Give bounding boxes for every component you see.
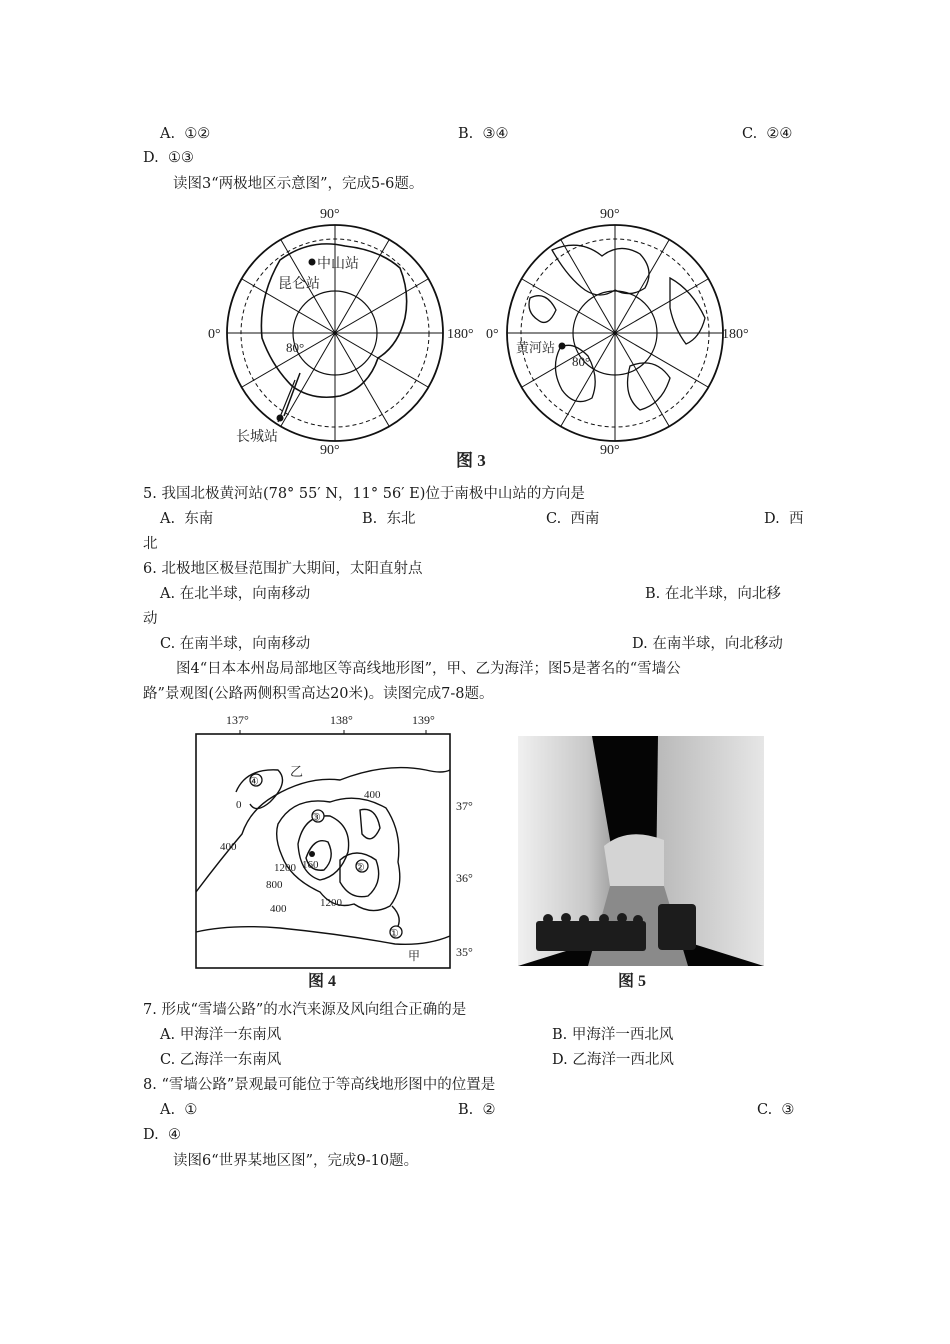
q8-option-a: A. ① [160, 1102, 198, 1118]
figure-3-polar-map [200, 198, 760, 473]
sea-yi: 乙 [290, 764, 304, 779]
intro-fig3: 读图3“两极地区示意图”，完成5-6题。 [173, 176, 424, 192]
q6-option-b-wrap: 动 [143, 611, 158, 627]
q8-option-c: C. ③ [757, 1102, 795, 1118]
lon-139: 139° [412, 713, 435, 727]
contour-zero: 0 [236, 799, 242, 811]
polar-north [507, 225, 723, 441]
point-2: ② [355, 862, 365, 874]
changcheng-label: 长城站 [236, 430, 278, 445]
contour-400-b: 400 [220, 841, 237, 853]
polar-north-right-lon: 180° [722, 327, 749, 342]
lat-37: 37° [456, 799, 473, 813]
contour-400-a: 400 [364, 789, 381, 801]
zhongshan-station-dot [309, 259, 316, 266]
q6-option-d: D. 在南半球，向北移动 [632, 636, 783, 652]
q4-option-a: A. ①② [160, 126, 211, 142]
q5-option-d: D. 西 [764, 511, 804, 527]
figure-5-caption: 图 5 [618, 973, 647, 990]
q5-option-c: C. 西南 [546, 511, 600, 527]
lat-36: 36° [456, 871, 473, 885]
polar-north-bottom-lon: 90° [600, 443, 620, 458]
polar-south-bottom-lon: 90° [320, 443, 340, 458]
q7-stem: 7. 形成“雪墙公路”的水汽来源及风向组合正确的是 [143, 1002, 467, 1018]
contour-800: 800 [266, 879, 283, 891]
zhongshan-label: 中山站 [317, 257, 359, 272]
q6-option-a: A. 在北半球，向南移动 [160, 586, 311, 602]
intro-fig4-line1: 图4“日本本州岛局部地区等高线地形图”，甲、乙为海洋；图5是著名的“雪墙公 [176, 661, 681, 677]
contour-400-c: 400 [270, 903, 287, 915]
lon-137: 137° [226, 713, 249, 727]
lat-35: 35° [456, 945, 473, 959]
q5-wrap: 北 [143, 536, 158, 552]
lon-138: 138° [330, 713, 353, 727]
figure-3-caption: 图 3 [456, 451, 486, 470]
contour-160: 160 [302, 859, 319, 871]
q8-stem: 8. “雪墙公路”景观最可能位于等高线地形图中的位置是 [143, 1077, 496, 1093]
changcheng-station-dot [277, 415, 284, 422]
q8-option-b: B. ② [458, 1102, 496, 1118]
point-1: ① [389, 928, 399, 940]
polar-north-lat: 80° [572, 354, 591, 369]
figure-4-caption: 图 4 [308, 973, 337, 990]
q6-stem: 6. 北极地区极昼范围扩大期间，太阳直射点 [143, 561, 423, 577]
q7-option-b: B. 甲海洋一西北风 [552, 1027, 674, 1043]
polar-south-left-lon: 0° [208, 327, 221, 342]
polar-south-right-lon: 180° [447, 327, 474, 342]
polar-south-lat: 80° [286, 340, 305, 355]
q7-option-d: D. 乙海洋一西北风 [552, 1052, 674, 1068]
q6-option-c: C. 在南半球，向南移动 [160, 636, 311, 652]
huanghe-station-dot [559, 343, 566, 350]
intro-fig4-line2: 路”景观图(公路两侧积雪高达20米)。读图完成7-8题。 [143, 686, 494, 702]
point-3: ③ [311, 812, 321, 824]
figure-4-contour-map [190, 710, 500, 995]
intro-fig6: 读图6“世界某地区图”，完成9-10题。 [173, 1153, 419, 1169]
sea-jia: 甲 [408, 949, 421, 963]
figure-5-snow-wall-photo [518, 736, 764, 994]
q7-option-a: A. 甲海洋一东南风 [160, 1027, 282, 1043]
contour-1200-a: 1200 [274, 862, 296, 874]
q4-option-c: C. ②④ [742, 126, 793, 142]
q5-option-a: A. 东南 [160, 511, 214, 527]
q4-option-d: D. ①③ [143, 150, 194, 166]
polar-north-top-lon: 90° [600, 207, 620, 222]
point-4: ④ [249, 776, 259, 788]
huanghe-label: 黄河站 [516, 340, 556, 355]
polar-north-left-lon: 0° [486, 327, 499, 342]
q5-stem: 5. 我国北极黄河站(78° 55′ N，11° 56′ E)位于南极中山站的方向是 [143, 486, 585, 502]
q5-option-b: B. 东北 [362, 511, 416, 527]
polar-south-top-lon: 90° [320, 207, 340, 222]
q7-option-c: C. 乙海洋一东南风 [160, 1052, 282, 1068]
kunlun-label: 昆仑站 [278, 277, 320, 292]
q8-option-d: D. ④ [143, 1127, 181, 1143]
q6-option-b: B. 在北半球，向北移 [645, 586, 781, 602]
contour-1200-b: 1200 [320, 897, 342, 909]
q4-option-b: B. ③④ [458, 126, 509, 142]
